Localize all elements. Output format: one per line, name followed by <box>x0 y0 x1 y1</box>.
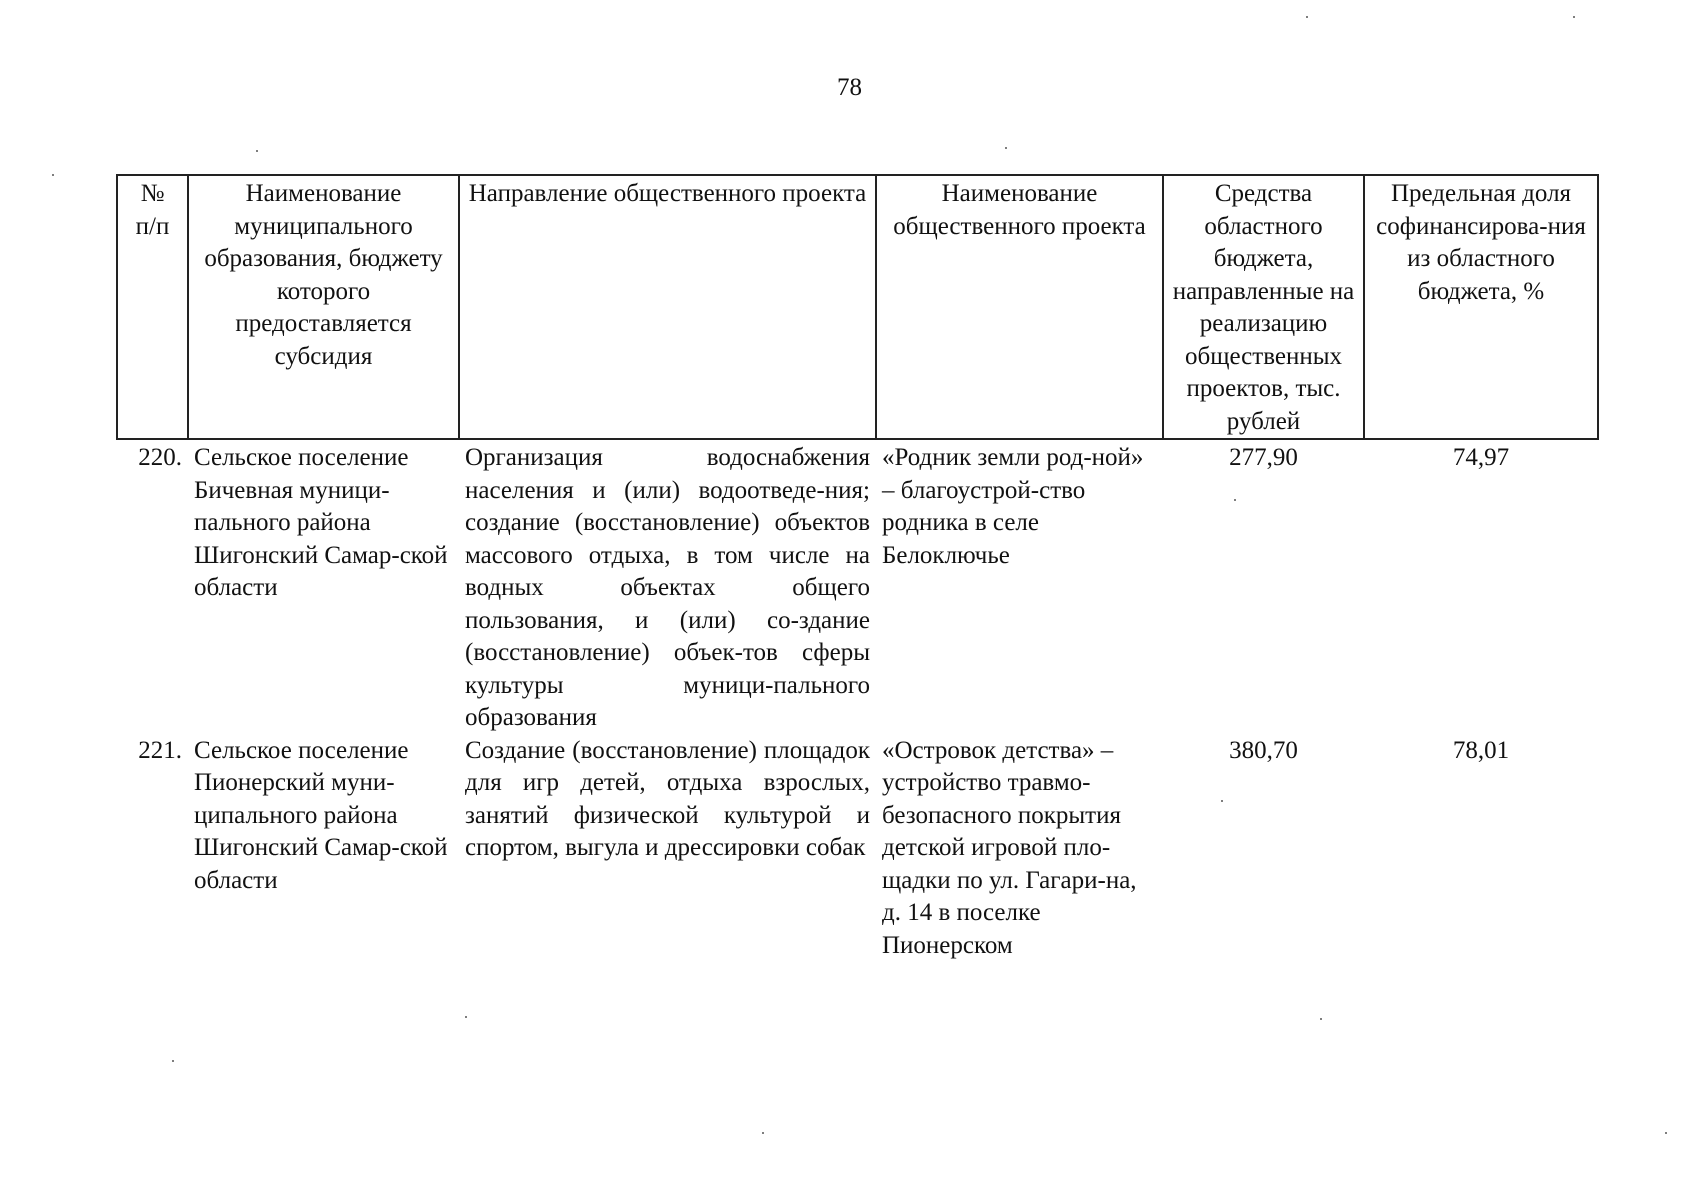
row-municipality: Сельское поселение Пионерский муни-ципального района Шигонский Самар-ской области <box>194 736 448 894</box>
row-share: 74,97 <box>1452 444 1510 471</box>
header-amount-text: Средства областного бюджета, направленные на реализацию общественных проектов, тыс. рублей <box>1172 180 1355 435</box>
header-project <box>876 175 1163 439</box>
table-row <box>117 439 1598 735</box>
page-number: 78 <box>837 74 862 101</box>
row-direction: Создание (восстановление) площадок для игр детей, отдыха взрослых, занятий физической культурой и спортом, выгула и дрессировки собак <box>465 736 870 861</box>
row-municipality: Сельское поселение Бичевная муници-пального района Шигонский Самар-ской области <box>194 444 448 601</box>
row-direction: Организация водоснабжения населения и (или) водоотведе-ния; создание (восстановление) объектов массового отдыха, в том числе на водных объектах общего пользования, и (или) со-здание (восстановление) объек-тов сферы культуры муници-пального образования <box>465 444 870 731</box>
header-municipality <box>188 175 459 439</box>
row-number: 220. <box>138 444 182 471</box>
header-number <box>117 175 188 439</box>
table-header-row <box>117 175 1598 439</box>
header-project-text: Наименование общественного проекта <box>893 180 1146 240</box>
header-share <box>1364 175 1598 439</box>
header-number-text: № п/п <box>135 180 170 240</box>
subsidy-table <box>116 174 1599 962</box>
header-municipality-text: Наименование муниципального образования, бюджету которого предоставляется субсидия <box>204 180 443 370</box>
header-direction <box>459 175 876 439</box>
row-amount: 277,90 <box>1229 444 1298 471</box>
row-share: 78,01 <box>1452 736 1510 764</box>
row-project: «Островок детства» – устройство травмо-безопасного покрытия детской игровой пло-щадки по ул. Гагари-на, д. 14 в поселке Пионерском <box>882 736 1137 959</box>
row-project: «Родник земли род-ной» – благоустрой-ство родника в селе Белоключье <box>882 444 1144 569</box>
row-amount: 380,70 <box>1229 736 1298 764</box>
table-row <box>117 735 1598 963</box>
header-share-text: Предельная доля софинансирова-ния из областного бюджета, % <box>1376 180 1586 305</box>
header-direction-text: Направление общественного проекта <box>468 180 867 207</box>
row-number: 221. <box>138 736 182 764</box>
header-amount <box>1163 175 1364 439</box>
